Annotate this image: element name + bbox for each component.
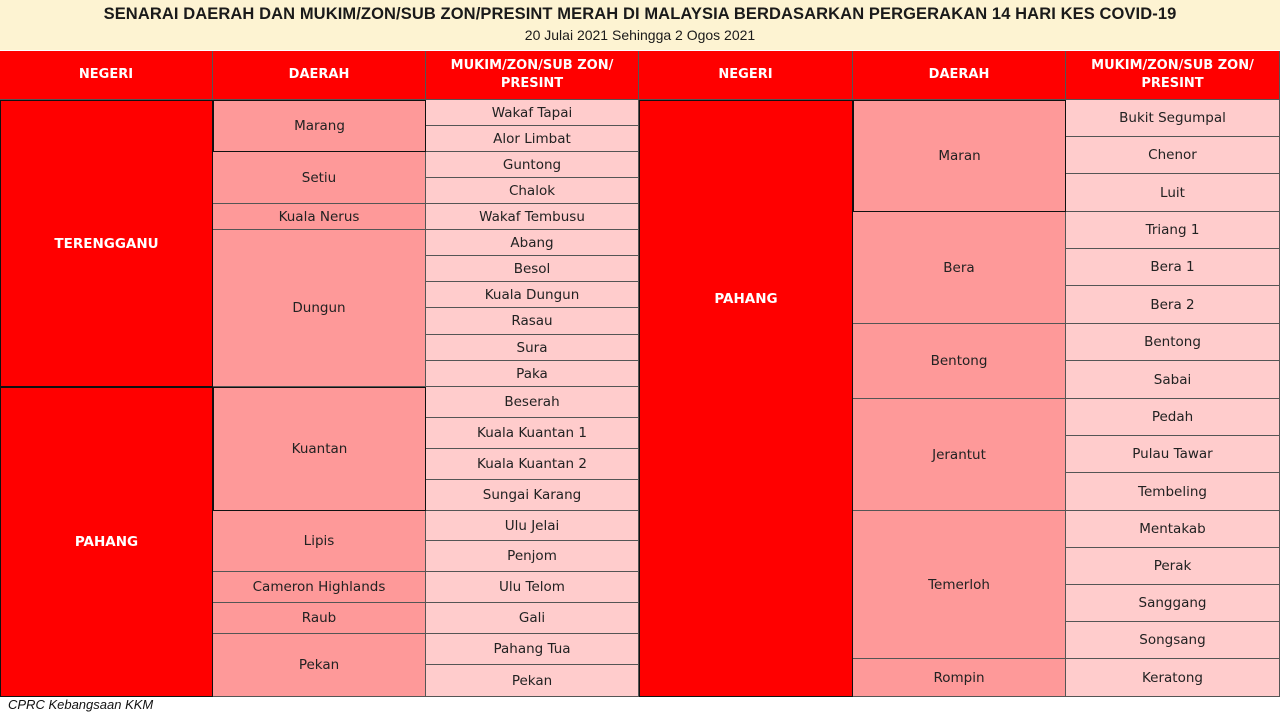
mukim-cell: Tembeling bbox=[1066, 473, 1280, 511]
state-cell-pahang-right-label: PAHANG bbox=[714, 290, 778, 307]
column-header-negeri: NEGERI bbox=[0, 51, 213, 100]
mukim-cell: Bentong bbox=[1066, 324, 1280, 361]
mukim-cell: Songsang bbox=[1066, 622, 1280, 659]
district-cell-maran: Maran bbox=[853, 100, 1066, 212]
state-cell-terengganu: TERENGGANU bbox=[0, 100, 213, 387]
mukim-cell: Besol bbox=[426, 256, 639, 282]
column-header-daerah: DAERAH bbox=[213, 51, 426, 100]
district-cell-dungun: Dungun bbox=[213, 230, 426, 387]
district-cell-jerantut: Jerantut bbox=[853, 399, 1066, 511]
mukim-cell: Wakaf Tembusu bbox=[426, 204, 639, 230]
mukim-cell: Sanggang bbox=[1066, 585, 1280, 622]
mukim-cell: Penjom bbox=[426, 541, 639, 572]
mukim-cell: Chenor bbox=[1066, 137, 1280, 174]
district-cell-kuala-nerus: Kuala Nerus bbox=[213, 204, 426, 230]
mukim-cell: Perak bbox=[1066, 548, 1280, 585]
mukim-cell: Guntong bbox=[426, 152, 639, 178]
mukim-cell: Beserah bbox=[426, 387, 639, 418]
mukim-cell: Bera 2 bbox=[1066, 286, 1280, 324]
column-header-mukim-line1: MUKIM/ZON/SUB ZON/ bbox=[1091, 58, 1254, 73]
source-footer: CPRC Kebangsaan KKM bbox=[8, 697, 154, 712]
district-cell-rompin: Rompin bbox=[853, 659, 1066, 697]
column-header-mukim-line2: PRESINT bbox=[500, 76, 564, 91]
mukim-cell: Luit bbox=[1066, 174, 1280, 212]
district-cell-temerloh: Temerloh bbox=[853, 511, 1066, 659]
mukim-cell: Sabai bbox=[1066, 361, 1280, 399]
mukim-cell: Sungai Karang bbox=[426, 480, 639, 511]
district-cell-pekan: Pekan bbox=[213, 634, 426, 697]
mukim-cell: Pekan bbox=[426, 665, 639, 697]
column-header-mukim bbox=[426, 51, 639, 100]
mukim-cell: Keratong bbox=[1066, 659, 1280, 697]
mukim-cell: Kuala Kuantan 1 bbox=[426, 418, 639, 449]
mukim-cell: Pahang Tua bbox=[426, 634, 639, 665]
mukim-cell: Triang 1 bbox=[1066, 212, 1280, 249]
page-title: SENARAI DAERAH DAN MUKIM/ZON/SUB ZON/PRESINT MERAH DI MALAYSIA BERDASARKAN PERGERAKAN 14 HARI KES COVID-19 bbox=[103, 5, 1177, 23]
mukim-cell: Kuala Kuantan 2 bbox=[426, 449, 639, 480]
column-header-negeri-right: NEGERI bbox=[639, 51, 853, 100]
mukim-cell: Pulau Tawar bbox=[1066, 436, 1280, 473]
state-cell-pahang: PAHANG bbox=[0, 387, 213, 697]
district-cell-bera: Bera bbox=[853, 212, 1066, 324]
mukim-cell: Mentakab bbox=[1066, 511, 1280, 548]
date-range-subtitle: 20 Julai 2021 Sehingga 2 Ogos 2021 bbox=[524, 27, 756, 43]
mukim-cell: Ulu Telom bbox=[426, 572, 639, 603]
mukim-cell: Abang bbox=[426, 230, 639, 256]
column-header-mukim-line1: MUKIM/ZON/SUB ZON/ bbox=[450, 58, 614, 73]
column-header-mukim-line2: PRESINT bbox=[1141, 76, 1204, 91]
mukim-cell: Kuala Dungun bbox=[426, 282, 639, 308]
mukim-cell: Gali bbox=[426, 603, 639, 634]
column-header-daerah-right: DAERAH bbox=[853, 51, 1066, 100]
mukim-cell: Bukit Segumpal bbox=[1066, 100, 1280, 137]
district-cell-cameron-highlands: Cameron Highlands bbox=[213, 572, 426, 603]
district-cell-setiu: Setiu bbox=[213, 152, 426, 204]
mukim-cell: Wakaf Tapai bbox=[426, 100, 639, 126]
mukim-cell: Pedah bbox=[1066, 399, 1280, 436]
mukim-cell: Ulu Jelai bbox=[426, 511, 639, 541]
district-cell-bentong: Bentong bbox=[853, 324, 1066, 399]
mukim-cell: Chalok bbox=[426, 178, 639, 204]
district-cell-lipis: Lipis bbox=[213, 511, 426, 572]
state-cell-pahang-right bbox=[639, 100, 853, 697]
mukim-cell: Bera 1 bbox=[1066, 249, 1280, 286]
district-cell-raub: Raub bbox=[213, 603, 426, 634]
district-cell-marang: Marang bbox=[213, 100, 426, 152]
report-header bbox=[0, 0, 1280, 50]
column-header-mukim-right bbox=[1066, 51, 1280, 100]
district-cell-kuantan: Kuantan bbox=[213, 387, 426, 511]
mukim-cell: Sura bbox=[426, 335, 639, 361]
mukim-cell: Rasau bbox=[426, 308, 639, 335]
mukim-cell: Paka bbox=[426, 361, 639, 387]
mukim-cell: Alor Limbat bbox=[426, 126, 639, 152]
